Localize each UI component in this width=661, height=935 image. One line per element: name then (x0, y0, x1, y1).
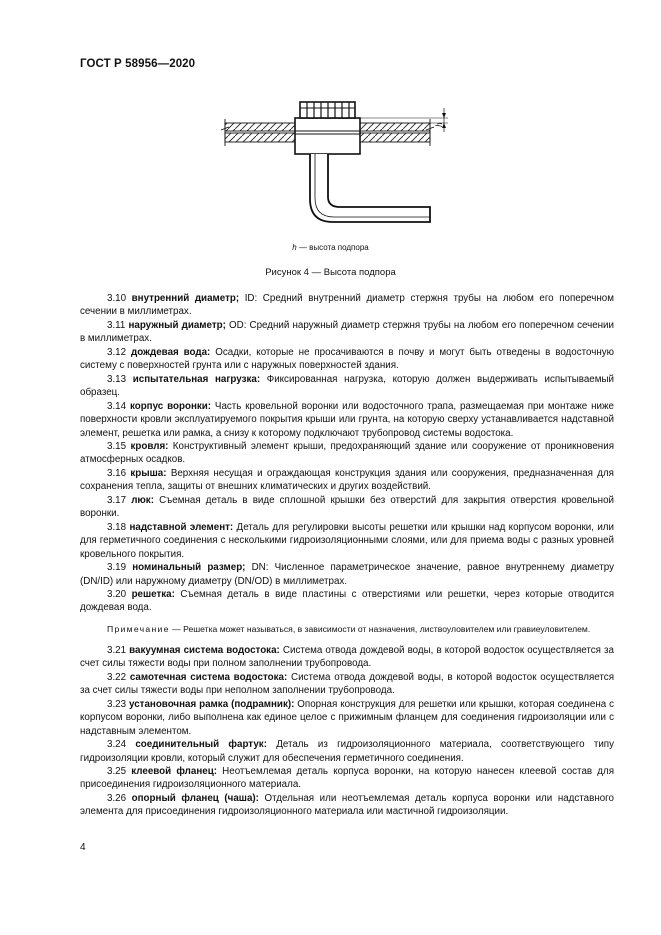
drain-pipe (310, 154, 430, 222)
definition-paragraph: 3.15 кровля: Конструктивный элемент крыши, предохраняющий здание или сооружение от проникновения атмосферных осадков. (80, 440, 614, 466)
definitions-body (80, 292, 614, 819)
definition-paragraph: 3.10 внутренний диаметр; ID: Средний внутренний диаметр стержня трубы на любом его поперечном сечении в миллиметрах. (80, 293, 614, 318)
definition-paragraph: 3.19 номинальный размер; DN: Численное параметрическое значение, равное внутреннему диаметру (DN/ID) или наружному диаметру (DN/OD) в миллиметрах. (80, 562, 614, 587)
definition-paragraph: 3.18 надставной элемент: Деталь для регулировки высоты решетки или крышки над корпусом воронки, или для герметичного соединения с несколькими гидроизоляционными слоями, или для приема воды с разных уровней кровельного покрытия. (80, 521, 614, 560)
definition-paragraph: 3.13 испытательная нагрузка: Фиксированная нагрузка, которую должен выдерживать испытываемый образец. (80, 373, 614, 399)
definition-paragraph: 3.12 дождевая вода: Осадки, которые не просачиваются в почву и могут быть отведены в водосточную систему с поверхностей грунта или с наружных поверхностей здания. (80, 346, 614, 372)
definition-paragraph: 3.20 решетка: Съемная деталь в виде пластины с отверстиями или решетки, через которые отводится дождевая вода. (80, 588, 614, 614)
roof-drain-figure (200, 94, 470, 264)
definition-paragraph: 3.16 крыша: Верхняя несущая и ограждающая конструкция здания или сооружения, предназначенная для сохранения тепла, защиты от внешних климатических и других воздействий. (80, 467, 614, 493)
document-header: ГОСТ Р 58956—2020 (80, 58, 196, 70)
definition-paragraph: 3.25 клеевой фланец: Неотъемлемая деталь корпуса воронки, на которую нанесен клеевой состав для присоединения гидроизоляционного материала. (80, 765, 615, 791)
definition-paragraph: 3.23 установочная рамка (подрамник): Опорная конструкция для решетки или крышки, которая соединена с корпусом воронки, либо выполнена как единое целое с прижимным фланцем для соединения гидроизоляции или с надставным элементом. (80, 698, 615, 737)
drain-body (295, 118, 360, 154)
roof-layer-top (225, 123, 295, 131)
dimension-h-label: h (434, 122, 444, 127)
definition-paragraph: 3.22 самотечная система водостока: Система отвода дождевой воды, в которой водосток осуществляется за счет силы тяжести воды при неполном заполнении трубопровода. (80, 671, 615, 697)
page-number: 4 (80, 842, 86, 853)
definition-paragraph: 3.21 вакуумная система водостока: Система отвода дождевой воды, в которой водосток осуществляется за счет силы тяжести воды при полном заполнении трубопровода. (80, 644, 614, 670)
figure-legend: h — высота подпора (292, 243, 369, 252)
roof-layer-bottom-right (360, 133, 430, 142)
definition-paragraph: 3.14 корпус воронки: Часть кровельной воронки или водосточного трапа, размещаемая при монтаже ниже поверхности кровли эксплуатируемого покрытия крыши или грунта, на которую сверху устанавливается надставной элемент, решетка или рамка, а снизу к которому подключают трубопровод системы водостока. (80, 400, 614, 439)
roof-layer-bottom (225, 133, 295, 142)
definition-paragraph: 3.26 опорный фланец (чаша): Отдельная или неотъемлемая деталь корпуса воронки или надставного элемента для присоединения гидроизоляционного материала или мастичной гидроизоляции. (80, 792, 614, 818)
definition-paragraph: 3.24 соединительный фартук: Деталь из гидроизоляционного материала, соответствующего типу гидроизоляции кровли, который служит для обеспечения герметичного соединения. (80, 739, 614, 764)
note-paragraph: Примечание — Решетка может называться, в зависимости от назначения, листвоуловителем или гравиеуловителем. (107, 623, 591, 634)
roof-layer-top-right (360, 123, 430, 131)
figure-caption: Рисунок 4 — Высота подпора (265, 267, 396, 278)
definition-paragraph: 3.11 наружный диаметр; OD: Средний наружный диаметр стержня трубы на любом его поперечном сечении в миллиметрах. (80, 319, 614, 345)
definition-paragraph: 3.17 люк: Съемная деталь в виде сплошной крышки без отверстий для закрытия отверстия кровельной воронки. (80, 494, 614, 520)
